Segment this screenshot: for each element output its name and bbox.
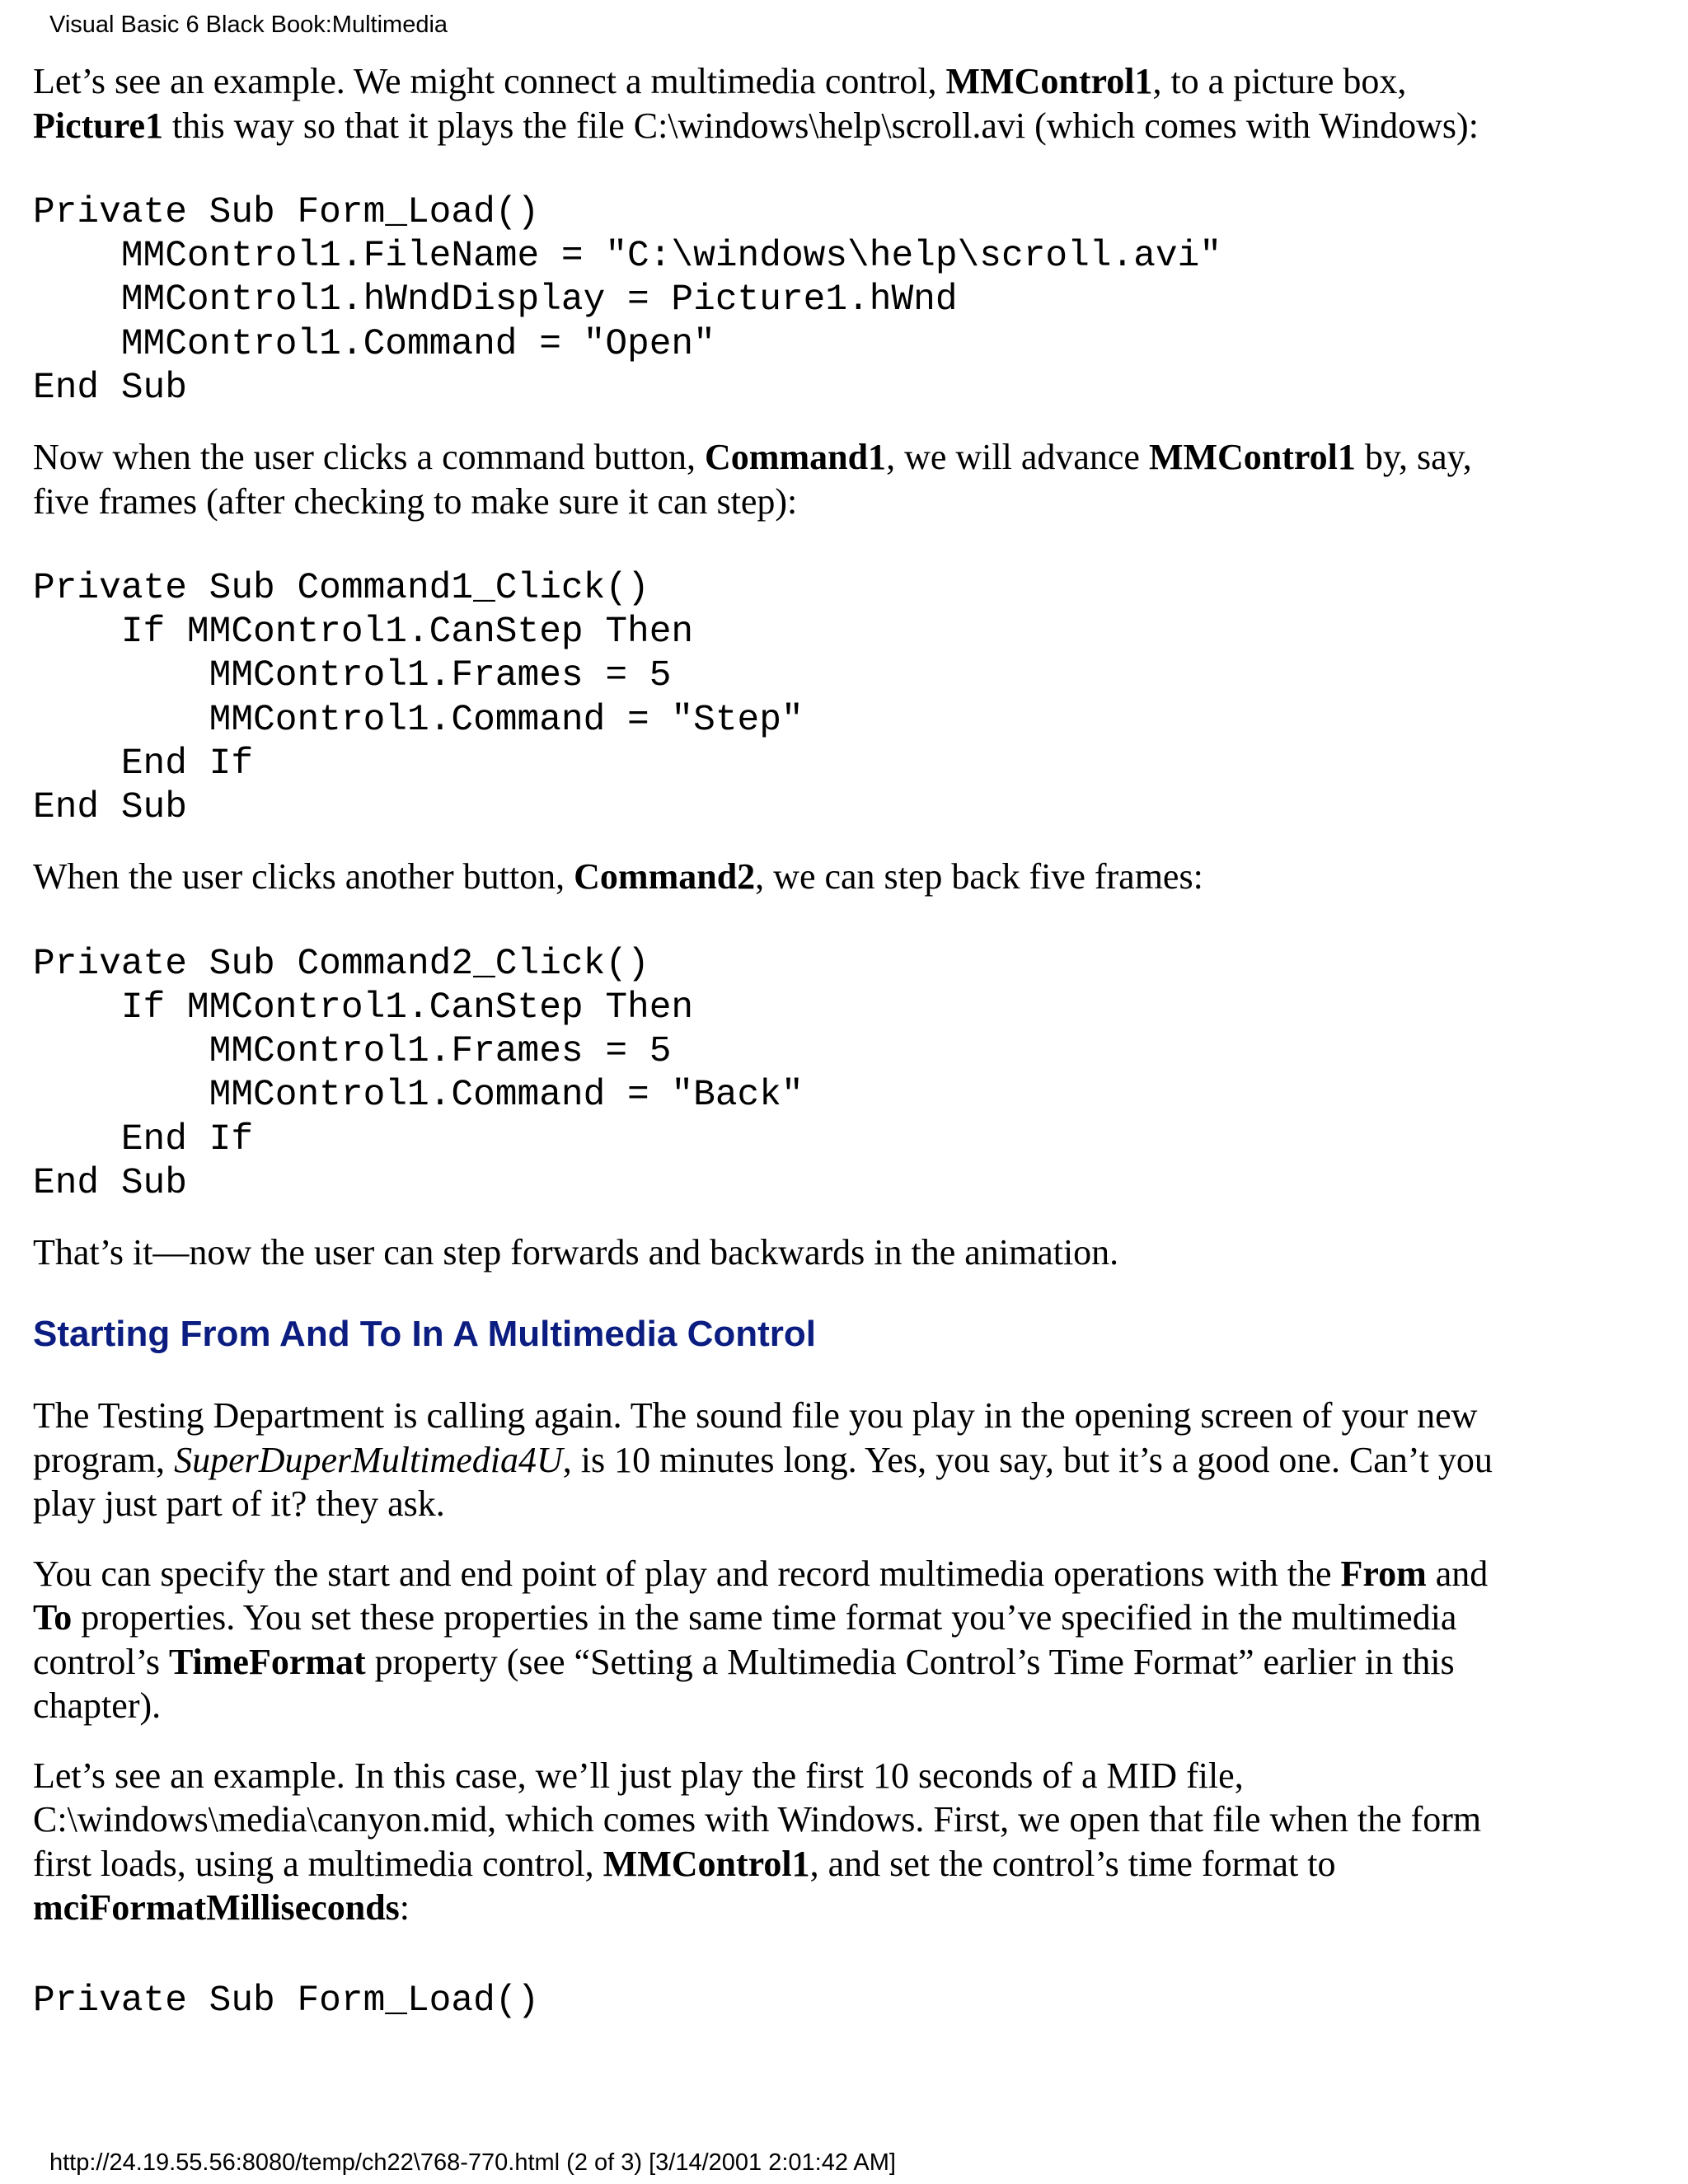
text-run: first loads, using a multimedia control, [33,1843,603,1884]
bold-term: From [1340,1553,1427,1594]
code-line: End Sub [33,367,187,409]
italic-term: SuperDuperMultimedia4U [174,1439,563,1480]
page-content [33,59,1665,2023]
text-run: Now when the user clicks a command button, [33,437,706,478]
page-footer-url: http://24.19.55.56:8080/temp/ch22\768-770.html (2 of 3) [3/14/2001 2:01:42 AM] [49,2149,896,2176]
text-run: Let’s see an example. We might connect a multimedia control, [33,61,946,101]
text-run: When the user clicks another button, [33,856,574,898]
code-line: End Sub [33,787,187,829]
bold-term: Command2 [574,856,756,898]
text-run: by, say, [1355,437,1472,478]
code-line: MMControl1.Command = "Open" [33,323,715,365]
code-line: MMControl1.Command = "Back" [33,1075,804,1117]
bold-term: MMControl1 [1148,437,1356,478]
paragraph-intro-example [33,59,1665,148]
page-header: Visual Basic 6 Black Book:Multimedia [49,12,448,38]
code-line: If MMControl1.CanStep Then [33,987,694,1029]
code-line: MMControl1.FileName = "C:\windows\help\scroll.avi" [33,236,1222,278]
code-line: Private Sub Command1_Click() [33,568,649,610]
code-block-form-load-2 [33,1980,1665,2023]
paragraph-command1 [33,435,1665,523]
text-run: C:\windows\media\canyon.mid, which comes with Windows. First, we open that file when the form [33,1799,1482,1840]
text-run: , is 10 minutes long. Yes, you say, but it’s a good one. Can’t you [562,1439,1493,1480]
text-run: , we can step back five frames: [755,856,1203,898]
paragraph-testing-department [33,1394,1665,1526]
text-run: The Testing Department is calling again. The sound file you play in the opening screen of your new [33,1395,1478,1436]
code-block-form-load [33,191,1665,410]
bold-term: mciFormatMilliseconds [33,1887,400,1929]
code-line: End Sub [33,1162,187,1204]
paragraph-command2 [33,855,1665,899]
bold-term: TimeFormat [168,1641,366,1682]
text-run: and [1426,1553,1489,1594]
text-run: : [399,1887,410,1929]
code-line: Private Sub Form_Load() [33,1980,540,2022]
text-run: property (see “Setting a Multimedia Control’s Time Format” earlier in this [365,1641,1455,1682]
paragraph-conclusion: That’s it—now the user can step forwards and backwards in the animation. [33,1231,1119,1272]
text-run: control’s [33,1641,169,1682]
code-line: Private Sub Command2_Click() [33,943,649,985]
bold-term: MMControl1 [945,61,1153,101]
code-line: If MMControl1.CanStep Then [33,612,694,654]
text-run: You can specify the start and end point of play and record multimedia operations with the [33,1553,1341,1594]
section-heading: Starting From And To In A Multimedia Control [33,1314,816,1355]
text-run: , and set the control’s time format to [809,1843,1336,1884]
bold-term: MMControl1 [603,1843,810,1884]
text-run: five frames (after checking to make sure it can step): [33,480,798,522]
text-run: , we will advance [886,437,1149,478]
code-line: Private Sub Form_Load() [33,192,540,233]
code-line: End If [33,743,254,785]
paragraph-from-to-properties [33,1552,1665,1728]
code-line: MMControl1.Frames = 5 [33,1031,672,1073]
text-run: chapter). [33,1685,162,1727]
code-line: MMControl1.Frames = 5 [33,655,672,697]
text-run: play just part of it? they ask. [33,1483,445,1525]
text-run: this way so that it plays the file C:\windows\help\scroll.avi (which comes with Windows): [163,105,1479,146]
bold-term: To [33,1597,73,1638]
code-line: End If [33,1118,254,1160]
text-run: , to a picture box, [1152,61,1407,101]
code-block-command1-click [33,567,1665,830]
text-run: program, [33,1439,175,1480]
text-run: Let’s see an example. In this case, we’ll just play the first 10 seconds of a MID file, [33,1755,1244,1796]
code-line: MMControl1.Command = "Step" [33,699,804,741]
code-block-command2-click [33,943,1665,1206]
code-line: MMControl1.hWndDisplay = Picture1.hWnd [33,279,958,321]
bold-term: Picture1 [33,105,164,146]
paragraph-canyon-example [33,1754,1665,1930]
bold-term: Command1 [705,437,887,478]
text-run: properties. You set these properties in the same time format you’ve specified in the multimedia [72,1597,1457,1638]
